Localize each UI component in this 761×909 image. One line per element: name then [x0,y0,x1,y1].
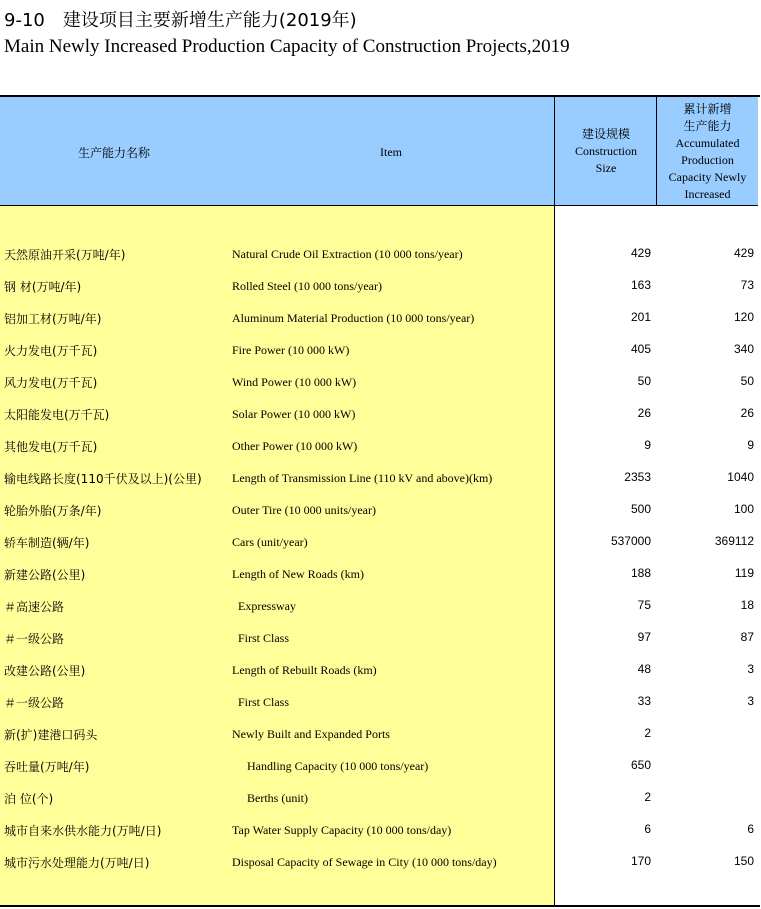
row-name-cn: 火力发电(万千瓦) [4,344,98,358]
table-row [0,717,758,749]
row-construction-size: 429 [630,246,651,260]
table-row [0,397,758,429]
page-title-en: Main Newly Increased Production Capacity of Construction Projects,2019 [4,36,570,57]
row-name-cn: 铝加工材(万吨/年) [4,312,102,326]
header-acc-en-3: Capacity Newly [668,170,747,184]
row-name-cn: 泊 位(个) [4,792,54,806]
row-name-cn: ＃高速公路 [4,600,65,614]
row-item-en: Natural Crude Oil Extraction (10 000 tons/year) [232,247,463,261]
row-accumulated-capacity: 120 [733,310,754,324]
row-accumulated-capacity: 50 [740,374,754,388]
row-accumulated-capacity: 9 [747,438,754,452]
row-item-en: Expressway [238,599,296,613]
row-item-en: Length of New Roads (km) [232,567,364,581]
row-accumulated-capacity: 6 [747,822,754,836]
row-accumulated-capacity: 26 [740,406,754,420]
row-item-en: Wind Power (10 000 kW) [232,375,357,389]
row-construction-size: 170 [630,854,651,868]
row-accumulated-capacity: 73 [740,278,754,292]
row-name-cn: 城市污水处理能力(万吨/日) [4,856,150,870]
header-name-cn: 生产能力名称 [78,146,151,160]
row-construction-size: 537000 [610,534,651,548]
header-construction-size [556,126,656,177]
row-construction-size: 50 [637,374,651,388]
row-item-en: First Class [238,631,290,645]
row-construction-size: 48 [637,662,651,676]
row-name-cn: 轮胎外胎(万条/年) [4,504,102,518]
row-item-en: Length of Transmission Line (110 kV and above)(km) [232,471,493,485]
row-construction-size: 97 [637,630,651,644]
row-item-en: Newly Built and Expanded Ports [232,727,390,741]
row-name-cn: 轿车制造(辆/年) [4,536,90,550]
header-divider [554,97,555,205]
row-construction-size: 2 [644,790,651,804]
table-row [0,749,758,781]
row-accumulated-capacity: 119 [734,566,754,580]
row-construction-size: 26 [637,406,651,420]
row-construction-size: 650 [630,758,651,772]
table-row [0,365,758,397]
header-size-cn: 建设规模 [581,127,630,141]
row-accumulated-capacity: 18 [740,598,754,612]
row-accumulated-capacity: 429 [733,246,754,260]
table-row [0,621,758,653]
table-row [0,493,758,525]
header-item: Item [380,145,402,159]
table-row [0,557,758,589]
header-acc-en-4: Increased [684,187,731,201]
row-name-cn: 吞吐量(万吨/年) [4,760,90,774]
row-accumulated-capacity: 100 [733,502,754,516]
row-item-en: Berths (unit) [247,791,308,805]
table-row [0,845,758,877]
table-row [0,333,758,365]
row-name-cn: 天然原油开采(万吨/年) [4,248,126,262]
header-acc-en-2: Production [681,153,734,167]
row-construction-size: 2 [644,726,651,740]
row-item-en: First Class [238,695,290,709]
table-header [0,97,758,206]
row-construction-size: 75 [637,598,651,612]
table-row [0,653,758,685]
table-row [0,781,758,813]
table-row [0,269,758,301]
table-row [0,301,758,333]
table-row [0,461,758,493]
row-construction-size: 201 [630,310,651,324]
row-accumulated-capacity: 3 [747,662,754,676]
row-item-en: Fire Power (10 000 kW) [232,343,350,357]
row-name-cn: 输电线路长度(110千伏及以上)(公里) [4,472,202,486]
header-acc-en-1: Accumulated [675,136,740,150]
table-row [0,685,758,717]
row-name-cn: 其他发电(万千瓦) [4,440,98,454]
row-item-en: Cars (unit/year) [232,535,308,549]
row-construction-size: 6 [644,822,651,836]
row-name-cn: ＃一级公路 [4,696,65,710]
row-name-cn: 钢 材(万吨/年) [4,280,82,294]
row-item-en: Solar Power (10 000 kW) [232,407,356,421]
table-row [0,429,758,461]
row-item-en: Tap Water Supply Capacity (10 000 tons/day) [232,823,452,837]
header-size-en-2: Size [595,161,617,175]
table-row [0,589,758,621]
row-accumulated-capacity: 150 [733,854,754,868]
page-title-cn: 9-10 建设项目主要新增生产能力(2019年) [4,10,357,31]
capacity-table [0,95,760,907]
row-name-cn: 新建公路(公里) [4,568,86,582]
header-size-en-1: Construction [575,144,637,158]
row-name-cn: 改建公路(公里) [4,664,86,678]
row-name-cn: ＃一级公路 [4,632,65,646]
row-accumulated-capacity: 369112 [714,534,754,548]
row-accumulated-capacity: 87 [740,630,754,644]
header-acc-cn-1: 累计新增 [683,102,732,116]
table-body [0,237,758,877]
row-name-cn: 新(扩)建港口码头 [4,728,98,742]
row-item-en: Aluminum Material Production (10 000 tons/year) [232,311,475,325]
row-accumulated-capacity: 3 [747,694,754,708]
table-row [0,237,758,269]
row-item-en: Rolled Steel (10 000 tons/year) [232,279,382,293]
header-acc-cn-2: 生产能力 [683,119,732,133]
row-construction-size: 2353 [624,470,651,484]
row-item-en: Handling Capacity (10 000 tons/year) [247,759,429,773]
row-name-cn: 城市自来水供水能力(万吨/日) [4,824,162,838]
row-construction-size: 33 [637,694,651,708]
row-name-cn: 太阳能发电(万千瓦) [4,408,110,422]
row-construction-size: 500 [630,502,651,516]
row-item-en: Length of Rebuilt Roads (km) [232,663,377,677]
row-construction-size: 188 [630,566,651,580]
row-construction-size: 163 [630,278,651,292]
row-item-en: Disposal Capacity of Sewage in City (10 000 tons/day) [232,855,497,869]
row-construction-size: 405 [630,342,651,356]
row-construction-size: 9 [644,438,651,452]
row-name-cn: 风力发电(万千瓦) [4,376,98,390]
header-accumulated-capacity [657,101,758,203]
table-row [0,813,758,845]
table-row [0,525,758,557]
row-accumulated-capacity: 1040 [727,470,754,484]
row-item-en: Outer Tire (10 000 units/year) [232,503,376,517]
row-item-en: Other Power (10 000 kW) [232,439,358,453]
row-accumulated-capacity: 340 [733,342,754,356]
